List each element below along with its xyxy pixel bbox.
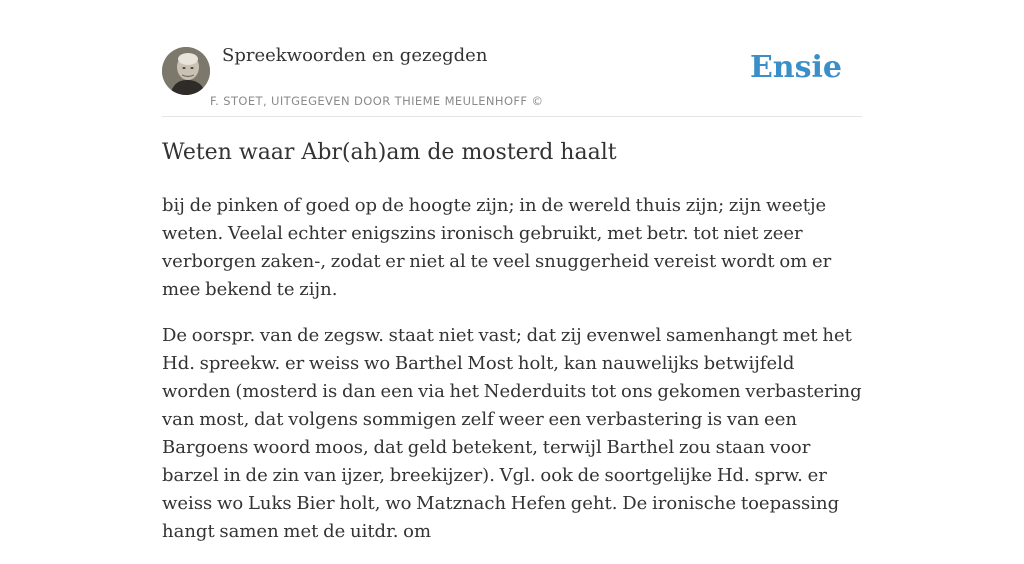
entry-body bbox=[162, 192, 862, 564]
source-header bbox=[162, 0, 862, 117]
source-credit: F. STOET, UITGEGEVEN DOOR THIEME MEULENHOFF © bbox=[210, 94, 544, 108]
entry-paragraph: De oorspr. van de zegsw. staat niet vast; dat zij evenwel samenhangt met het Hd. spreekw. er weiss wo Barthel Most holt, kan nauwelijks betwijfeld worden (mosterd is dan een via het Nederduits tot ons gekomen verbastering van most, dat volgens sommigen zelf weer een verbastering is van een Bargoens woord moos, dat geld betekent, terwijl Barthel zou staan voor barzel in de zin van ijzer, breekijzer). Vgl. ook de soortgelijke Hd. sprw. er weiss wo Luks Bier holt, wo Matznach Hefen geht. De ironische toepassing hangt samen met de uitdr. om bbox=[162, 325, 862, 542]
ensie-logo[interactable]: Ensie bbox=[749, 50, 842, 85]
author-portrait bbox=[162, 47, 210, 95]
entry-title: Weten waar Abr(ah)am de mosterd haalt bbox=[162, 140, 617, 165]
source-title[interactable]: Spreekwoorden en gezegden bbox=[222, 45, 488, 66]
entry-paragraph: bij de pinken of goed op de hoogte zijn; in de wereld thuis zijn; zijn weetje weten. Veelal echter enigszins ironisch gebruikt, met betr. tot niet zeer verborgen zaken-, zodat er niet al te veel snuggerheid vereist wordt om er mee bekend te zijn. bbox=[162, 195, 832, 300]
page bbox=[162, 0, 862, 542]
